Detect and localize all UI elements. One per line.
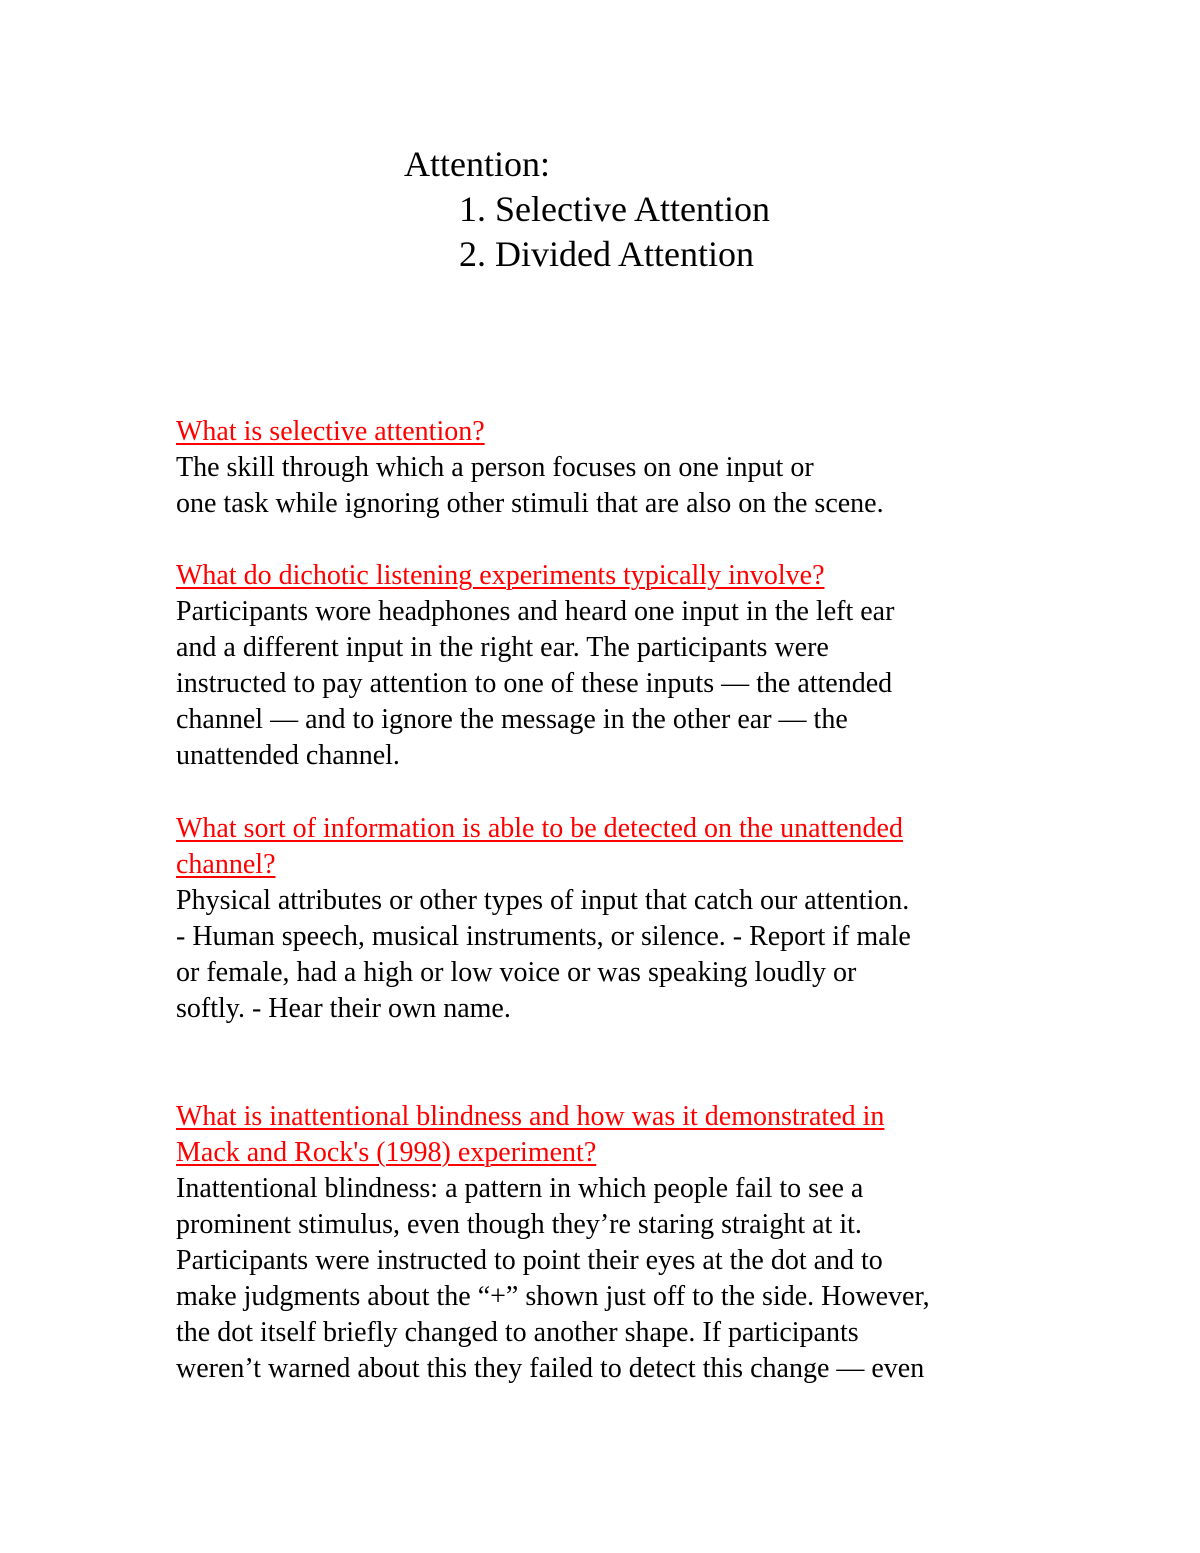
answer-line: The skill through which a person focuses on one input or: [176, 452, 814, 483]
qa-section-unattended-channel: [176, 811, 1076, 1027]
answer-line: prominent stimulus, even though they’re staring straight at it.: [176, 1209, 862, 1240]
qa-section-inattentional-blindness: [176, 1099, 1076, 1387]
question-line: Mack and Rock's (1998) experiment?: [176, 1137, 597, 1168]
answer-line: and a different input in the right ear. The participants were: [176, 632, 829, 663]
answer-line: Participants wore headphones and heard one input in the left ear: [176, 596, 895, 627]
qa-section-dichotic-listening: [176, 558, 1076, 774]
answer-line: weren’t warned about this they failed to detect this change — even: [176, 1353, 925, 1384]
answer-line: Physical attributes or other types of input that catch our attention.: [176, 885, 910, 916]
answer-line: Participants were instructed to point their eyes at the dot and to: [176, 1245, 883, 1276]
title-block: [404, 142, 770, 277]
answer-line: softly. - Hear their own name.: [176, 993, 511, 1024]
question-line: What sort of information is able to be detected on the unattended: [176, 813, 903, 844]
answer-line: one task while ignoring other stimuli that are also on the scene.: [176, 488, 884, 519]
answer-line: make judgments about the “+” shown just off to the side. However,: [176, 1281, 930, 1312]
answer-line: or female, had a high or low voice or was speaking loudly or: [176, 957, 857, 988]
question-line: What do dichotic listening experiments typically involve?: [176, 560, 825, 591]
outline-item-selective-attention: 1. Selective Attention: [459, 189, 770, 229]
answer-line: channel — and to ignore the message in the other ear — the: [176, 704, 848, 735]
answer-line: Inattentional blindness: a pattern in which people fail to see a: [176, 1173, 864, 1204]
question-line: What is inattentional blindness and how was it demonstrated in: [176, 1101, 885, 1132]
title-heading: Attention:: [404, 144, 550, 184]
answer-line: - Human speech, musical instruments, or silence. - Report if male: [176, 921, 911, 952]
answer-line: instructed to pay attention to one of these inputs — the attended: [176, 668, 893, 699]
qa-section-selective-attention: [176, 414, 1076, 522]
outline-item-divided-attention: 2. Divided Attention: [459, 234, 754, 274]
answer-line: unattended channel.: [176, 740, 400, 771]
answer-line: the dot itself briefly changed to another shape. If participants: [176, 1317, 859, 1348]
question-line: What is selective attention?: [176, 416, 485, 447]
question-line: channel?: [176, 849, 276, 880]
